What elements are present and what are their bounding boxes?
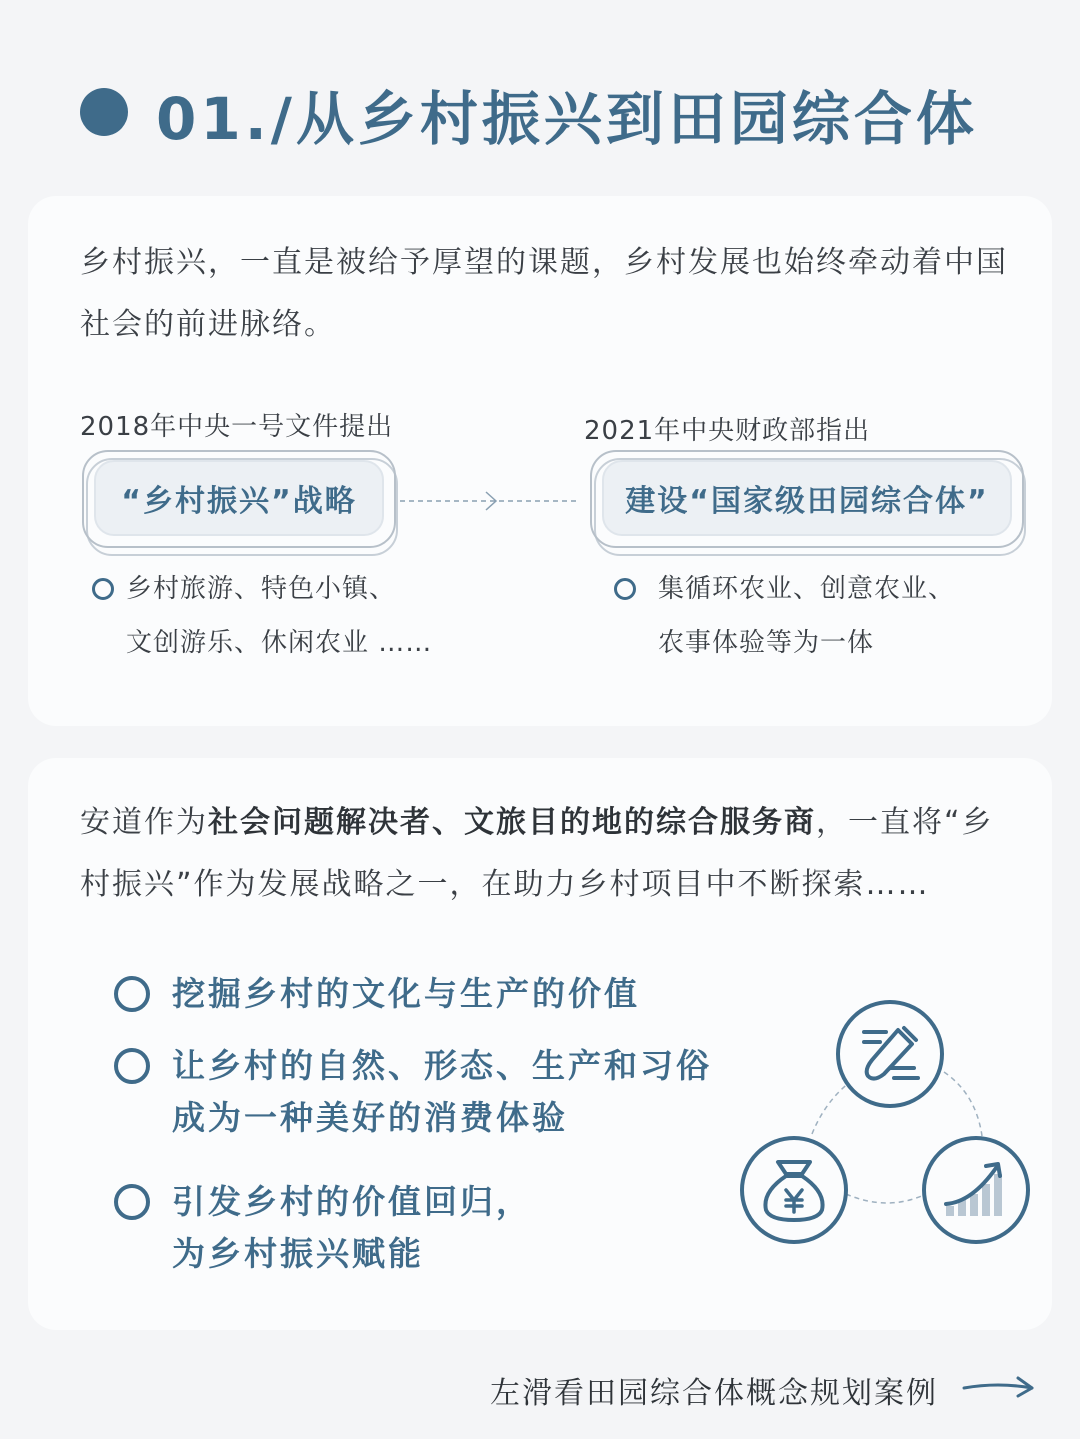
left-list-ring bbox=[92, 578, 114, 600]
left-caption: 2018年中央一号文件提出 bbox=[80, 412, 394, 442]
left-pill-label: “乡村振兴”战略 bbox=[94, 460, 384, 536]
mission-line-2: 村振兴”作为发展战略之一，在助力乡村项目中不断探索…… bbox=[80, 867, 930, 902]
arrow-right-icon[interactable] bbox=[962, 1372, 1036, 1402]
mission-line-1: 安道作为社会问题解决者、文旅目的地的综合服务商，一直将“乡 bbox=[80, 805, 994, 840]
money-bag-icon bbox=[738, 1134, 850, 1246]
bullet-2-line-1: 让乡村的自然、形态、生产和习俗 bbox=[172, 1046, 712, 1085]
intro-line-2: 社会的前进脉络。 bbox=[80, 307, 336, 342]
header-dot bbox=[80, 88, 128, 136]
right-pill bbox=[590, 450, 1024, 548]
page-title: 01./从乡村振兴到田园综合体 bbox=[156, 85, 978, 153]
swipe-hint: 左滑看田园综合体概念规划案例 bbox=[490, 1376, 938, 1411]
left-pill bbox=[82, 450, 396, 548]
mission-card bbox=[28, 758, 1052, 1330]
tools-icon bbox=[834, 998, 946, 1110]
bullet-2-line-2: 成为一种美好的消费体验 bbox=[172, 1098, 568, 1137]
right-list-line-2: 农事体验等为一体 bbox=[658, 628, 875, 658]
left-list-line-2: 文创游乐、休闲农业 …… bbox=[126, 628, 433, 658]
bullet-ring-3 bbox=[114, 1184, 150, 1220]
right-pill-label: 建设“国家级田园综合体” bbox=[602, 460, 1012, 536]
bullet-1-line-1: 挖掘乡村的文化与生产的价值 bbox=[172, 974, 640, 1013]
timeline-arrow bbox=[400, 486, 580, 516]
bullet-ring-1 bbox=[114, 976, 150, 1012]
mission-highlight: 社会问题解决者、文旅目的地的综合服务商 bbox=[208, 805, 816, 840]
intro-card bbox=[28, 196, 1052, 726]
left-list-line-1: 乡村旅游、特色小镇、 bbox=[126, 574, 397, 604]
bullet-3-line-2: 为乡村振兴赋能 bbox=[172, 1234, 424, 1273]
intro-paragraph bbox=[80, 232, 1030, 356]
bullet-ring-2 bbox=[114, 1048, 150, 1084]
right-list-line-1: 集循环农业、创意农业、 bbox=[658, 574, 956, 604]
right-list-ring bbox=[614, 578, 636, 600]
right-caption: 2021年中央财政部指出 bbox=[584, 416, 871, 446]
growth-chart-icon bbox=[920, 1134, 1032, 1246]
intro-line-1: 乡村振兴，一直是被给予厚望的课题，乡村发展也始终牵动着中国 bbox=[80, 245, 1008, 280]
mission-paragraph bbox=[80, 792, 1060, 916]
bullet-3-line-1: 引发乡村的价值回归， bbox=[172, 1182, 532, 1221]
